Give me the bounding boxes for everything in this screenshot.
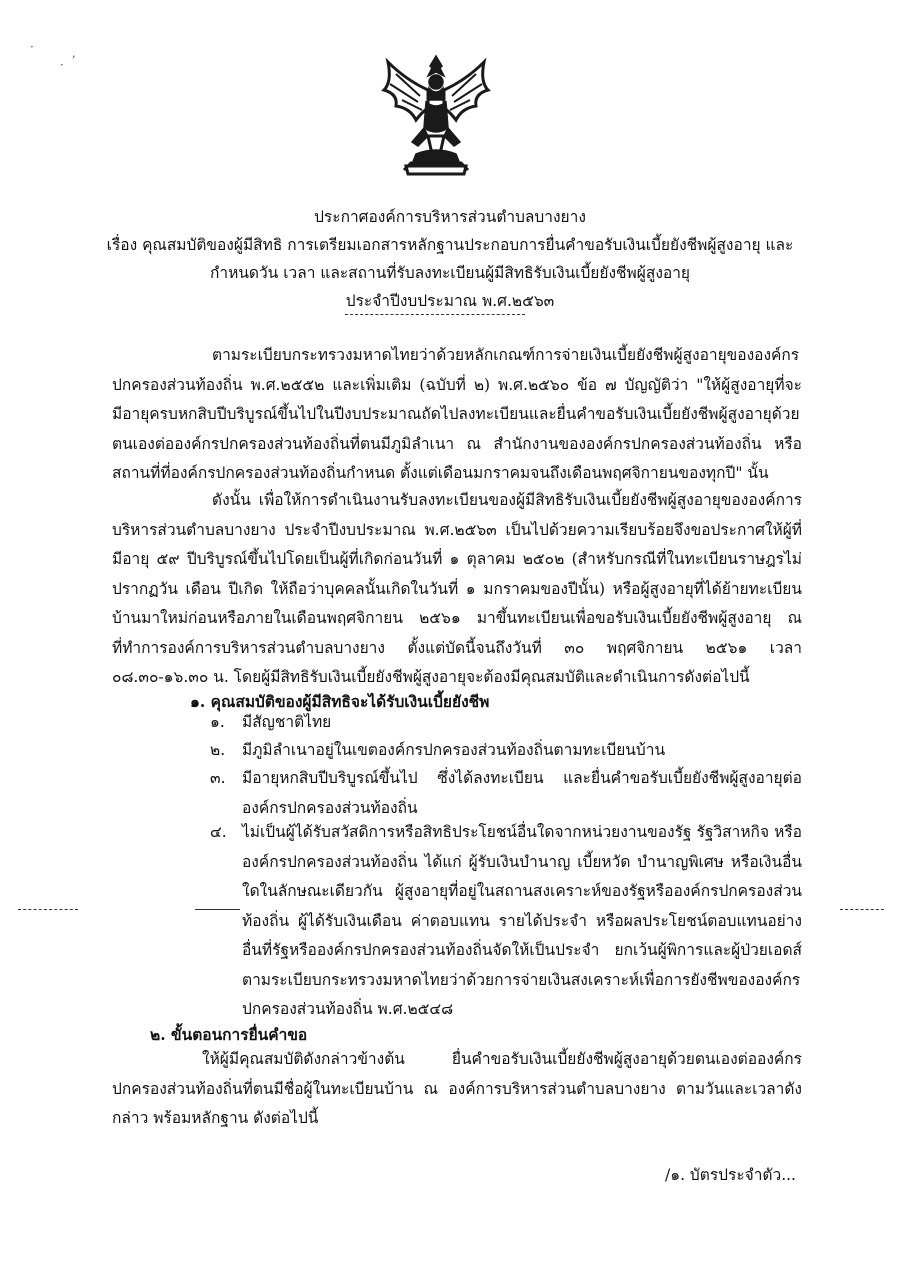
announcement-title: ประกาศองค์การบริหารส่วนตำบลบางยาง [314, 208, 586, 226]
subject-line-2: กำหนดวัน เวลา และสถานที่รับลงทะเบียนผู้มีสิทธิรับเงินเบี้ยยังชีพผู้สูงอายุ [210, 264, 690, 282]
subject-line-1: เรื่อง คุณสมบัติของผู้มีสิทธิ การเตรียมเอกสารหลักฐานประกอบการยื่นคำขอรับเงินเบี้ยยังชีพผู้สูงอายุ และ [106, 236, 794, 254]
paragraph-announcement: ดังนั้น เพื่อให้การดำเนินงานรับลงทะเบียนของผู้มีสิทธิรับเงินเบี้ยยังชีพผู้สูงอายุขององค์การบริหารส่วนตำบลบางยาง ประจำปีงบประมาณ พ.ศ.๒๕๖๓ เป็นไปด้วยความเรียบร้อยจึงขอประกาศให้ผู้ที่มีอายุ ๕๙ ปีบริบูรณ์ขึ้นไปโดยเป็นผู้ที่เกิดก่อนวันที่ ๑ ตุลาคม ๒๕๐๒ (สำหรับกรณีที่ในทะเบียนราษฎรไม่ปรากฏวัน เดือน ปีเกิด ให้ถือว่าบุคคลนั้นเกิดในวันที่ ๑ มกราคมของปีนั้น) หรือผู้สูงอายุที่ได้ย้ายทะเบียนบ้านมาใหม่ก่อนหรือภายในเดือนพฤศจิกายน ๒๕๖๑ มาขึ้นทะเบียนเพื่อขอรับเงินเบี้ยยังชีพผู้สูงอายุ ณ ที่ทำการองค์การบริหารส่วนตำบลบางยาง ตั้งแต่บัดนี้จนถึงวันที่ ๓๐ พฤศจิกายน ๒๕๖๑ เวลา ๐๘.๓๐-๑๖.๓๐ น. โดยผู้มีสิทธิรับเงินเบี้ยยังชีพผู้สูงอายุจะต้องมีคุณสมบัติและดำเนินการดังต่อไปนี้ [112, 491, 802, 686]
fold-mark-right [840, 909, 884, 910]
fold-mark-middle [195, 909, 240, 910]
list-item-text: มีภูมิลำเนาอยู่ในเขตองค์กรปกครองส่วนท้องถิ่นตามทะเบียนบ้าน [242, 741, 666, 759]
scan-speck: · [60, 58, 64, 72]
list-item-number: ๓. [210, 769, 226, 787]
list-item-number: ๑. [210, 713, 225, 731]
title-divider [345, 314, 525, 315]
list-item-text: มีสัญชาติไทย [242, 713, 332, 731]
scan-speck: , [72, 46, 76, 60]
list-item-number: ๔. [210, 823, 227, 841]
list-item-text: ไม่เป็นผู้ได้รับสวัสดิการหรือสิทธิประโยชน์อื่นใดจากหน่วยงานของรัฐ รัฐวิสาหกิจ หรือองค์กรปกครองส่วนท้องถิ่น ได้แก่ ผู้รับเงินบำนาญ เบี้ยหวัด บำนาญพิเศษ หรือเงินอื่นใดในลักษณะเดียวกัน ผู้สูงอายุที่อยู่ในสถานสงเคราะห์ของรัฐหรือองค์กรปกครองส่วนท้องถิ่น ผู้ได้รับเงินเดือน ค่าตอบแทน รายได้ประจำ หรือผลประโยชน์ตอบแทนอย่างอื่นที่รัฐหรือองค์กรปกครองส่วนท้องถิ่นจัดให้เป็นประจำ ยกเว้นผู้พิการและผู้ป่วยเอดส์ตามระเบียบกระทรวงมหาดไทยว่าด้วยการจ่ายเงินสงเคราะห์เพื่อการยังชีพขององค์กรปกครองส่วนท้องถิ่น พ.ศ.๒๕๔๘ [242, 823, 802, 1018]
garuda-emblem-icon [376, 50, 496, 180]
fiscal-year-line: ประจำปีงบประมาณ พ.ศ.๒๕๖๓ [345, 292, 555, 310]
section-2-heading: ๒. ขั้นตอนการยื่นคำขอ [150, 1025, 308, 1044]
paragraph-procedure: ให้ผู้มีคุณสมบัติดังกล่าวข้างต้น ยื่นคำขอรับเงินเบี้ยยังชีพผู้สูงอายุด้วยตนเองต่อองค์กรปกครองส่วนท้องถิ่นที่ตนมีชื่อผู้ในทะเบียนบ้าน ณ องค์การบริหารส่วนตำบลบางยาง ตามวันและเวลาดังกล่าว พร้อมหลักฐาน ดังต่อไปนี้ [112, 1050, 802, 1127]
paragraph-regulation: ตามระเบียบกระทรวงมหาดไทยว่าด้วยหลักเกณฑ์การจ่ายเงินเบี้ยยังชีพผู้สูงอายุขององค์กรปกครองส่วนท้องถิ่น พ.ศ.๒๕๕๒ และเพิ่มเติม (ฉบับที่ ๒) พ.ศ.๒๕๖๐ ข้อ ๗ บัญญัติว่า "ให้ผู้สูงอายุที่จะมีอายุครบหกสิบปีบริบูรณ์ขึ้นไปในปีงบประมาณถัดไปลงทะเบียนและยื่นคำขอรับเงินเบี้ยยังชีพผู้สูงอายุด้วยตนเองต่อองค์กรปกครองส่วนท้องถิ่นที่ตนมีภูมิลำเนา ณ สำนักงานขององค์กรปกครองส่วนท้องถิ่น หรือสถานที่ที่องค์กรปกครองส่วนท้องถิ่นกำหนด ตั้งแต่เดือนมกราคมจนถึงเดือนพฤศจิกายนของทุกปี" นั้น [112, 346, 802, 482]
list-item-text: มีอายุหกสิบปีบริบูรณ์ขึ้นไป ซึ่งได้ลงทะเบียน และยื่นคำขอรับเบี้ยยังชีพผู้สูงอายุต่อองค์กรปกครองส่วนท้องถิ่น [242, 769, 802, 817]
scan-speck: · [30, 40, 34, 54]
page-continuation: /๑. บัตรประจำตัว... [665, 1166, 796, 1184]
list-item-number: ๒. [210, 741, 226, 759]
section-1-heading: ๑. คุณสมบัติของผู้มีสิทธิจะได้รับเงินเบี้ยยังชีพ [190, 692, 490, 711]
fold-mark-left [18, 909, 78, 910]
